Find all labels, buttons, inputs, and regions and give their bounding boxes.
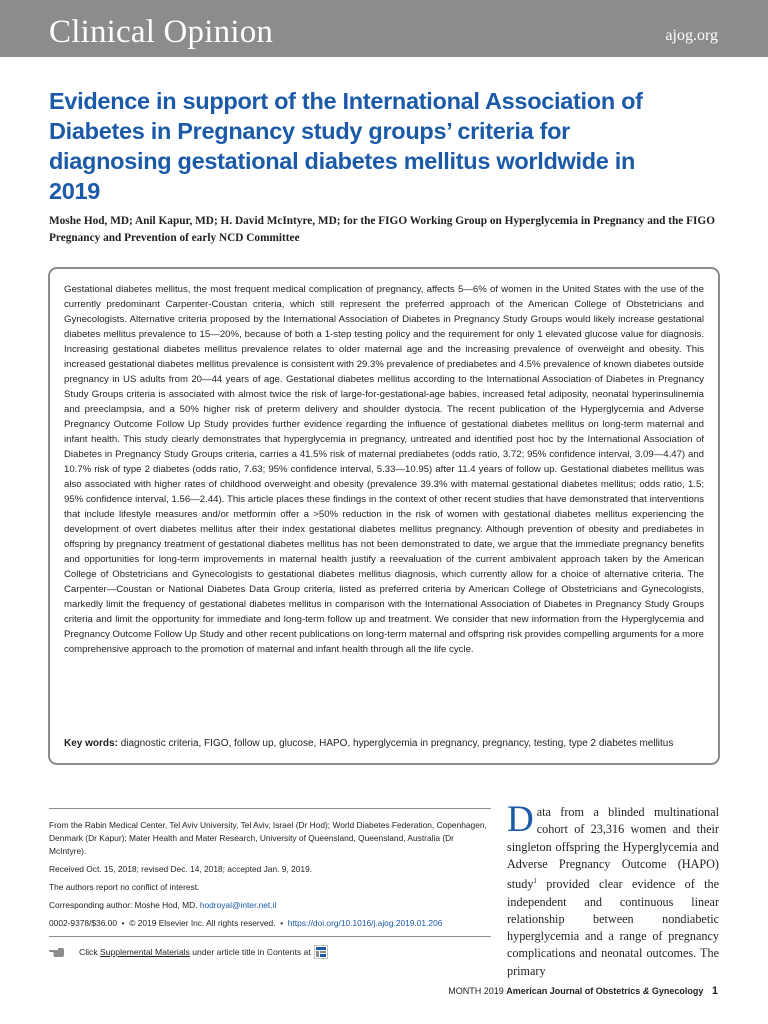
page-footer [448, 985, 718, 997]
bullet-separator: • [119, 918, 127, 928]
abstract-text: Gestational diabetes mellitus, the most frequent medical complication of pregnancy, affects 5—6% of women in the United States with the use of the currently predominant Carpenter-Coustan criteria, which still represent the preferred approach of the American College of Obstetricians and Gynecologists. Alternative criteria proposed by the International Association of Diabetes in Pregnancy Study Groups would likely increase gestational diabetes mellitus prevalence to 15—20%, because of both a 1-step testing policy and the requirement for only 1 elevated glucose value for diagnosis. Increasing gestational diabetes mellitus prevalence relates to older maternal age and the increasing prevalence of overweight and obesity. This increased gestational diabetes mellitus prevalence is consistent with 29.3% prevalence of prediabetes and 4.5% prevalence of known diabetes outside pregnancy in US adults from 20—44 years of age. Gestational diabetes mellitus according to the International Association of Diabetes in Pregnancy Study Groups criteria is associated with almost twice the risk of large-for-gestational-age babies, increased fetal adiposity, neonatal hyperinsulinemia and preeclampsia, and a 50% higher risk of preterm delivery and shoulder dystocia. The recent publication of the Hyperglycemia and Adverse Pregnancy Outcome Follow Up Study provides further evidence regarding the influence of gestational diabetes mellitus on long-term maternal and infant health. This study clearly demonstrates that hyperglycemia in pregnancy, untreated and identified post hoc by the International Association of Diabetes in Pregnancy Study Groups criteria, carries a 41.5% risk of maternal prediabetes (odds ratio, 3.72; 95% confidence interval, 3.09—4.47) and 10.7% risk of type 2 diabetes (odds ratio, 7.63; 95% confidence interval, 5.33—10.95) after 11.4 years of follow up. Gestational diabetes mellitus was also associated with higher rates of childhood overweight and obesity (prevalence 39.3% with maternal gestational diabetes mellitus; odds ratio, 1.5; 95% confidence interval, 1.56—2.44). This article places these findings in the context of other recent studies that have demonstrated that interventions that include lifestyle measures and/or metformin offer a >50% reduction in the risk of women with gestational diabetes mellitus experiencing the development of overt diabetes mellitus after their index gestational diabetes mellitus pregnancy. Although prevention of obesity and prediabetes in offspring by pregnancy treatment of gestational diabetes mellitus has not been demonstrated to date, we argue that the immediate pregnancy benefits and opportunities for long-term improvements in maternal health justify a reevaluation of the current ambivalent approach taken by the American College of Obstetricians and Gynecologists to gestational diabetes mellitus diagnosis, which currently allow for a choice of alternative criteria. The Carpenter—Coustan or National Diabetes Data Group criteria, listed as preferred criteria by American College of Obstetricians and Gynecologists, markedly limit the frequency of gestational diabetes mellitus in comparison with the International Association of Diabetes in Pregnancy Study Groups criteria and limit the opportunity for immediate and long-term follow up and treatment. We consider that new information from the Hyperglycemia and Pregnancy Outcome Follow Up Study and other recent publications on long-term maternal and offspring risk provides compelling arguments for a more comprehensive approach to the promotion of maternal and infant health through all the life cycle. [64, 284, 704, 655]
ampersand: & [642, 986, 650, 996]
corresponding-label: Corresponding author: Moshe Hod, MD. [49, 900, 198, 910]
bullet-separator: • [277, 918, 286, 928]
corresponding-author [49, 899, 491, 912]
supplemental-suffix: under article title in Contents at [192, 947, 311, 957]
footer-date: MONTH 2019 [448, 986, 504, 996]
article-title: Evidence in support of the International Association of Diabetes in Pregnancy study groups’ criteria for diagnosing gestational diabetes mellitus worldwide in 2019 [49, 88, 643, 204]
section-title: Clinical Opinion [49, 14, 274, 50]
supplemental-text [79, 947, 311, 957]
journal-name-end: Gynecology [651, 986, 704, 996]
supplemental-prefix: Click [79, 947, 98, 957]
drop-cap: D [507, 799, 534, 840]
page-number: 1 [711, 985, 718, 997]
footer-journal [506, 986, 706, 996]
doi-link[interactable]: https://doi.org/10.1016/j.ajog.2019.01.206 [287, 918, 443, 928]
affiliations-note: From the Rabin Medical Center, Tel Aviv University, Tel Aviv, Israel (Dr Hod); World Diabetes Federation, Copenhagen, Denmark (Dr Kapur); Mater Health and Mater Research, University of Queensland, Queensland, Australia (Dr McIntyre). [49, 820, 487, 856]
received-dates: Received Oct. 15, 2018; revised Dec. 14, 2018; accepted Jan. 9, 2019. [49, 864, 313, 874]
body-text-column [507, 799, 719, 980]
article-footnotes [49, 808, 491, 959]
corresponding-email-link[interactable]: hodroyal@inter.net.il [199, 900, 277, 910]
journal-name: American Journal of Obstetrics [506, 986, 641, 996]
conflict-statement: The authors report no conflict of interest. [49, 882, 200, 892]
supplemental-materials-link[interactable]: Supplemental Materials [100, 947, 190, 957]
ajog-logo-icon[interactable] [314, 945, 328, 959]
issn-price: 0002-9378/$36.00 [49, 918, 117, 928]
supplemental-materials-note [49, 936, 491, 959]
body-text-start: ata from a blinded multinational cohort of 23,316 women and their singleton offspring the Hyperglycemia and Adverse Pregnancy Outcome (HAPO) study [507, 805, 719, 892]
keywords-label: Key words: [64, 738, 118, 749]
body-text-continued: provided clear evidence of the independent and continuous linear relationship between nondiabetic hyperglycemia and a range of pregnancy complications and neonatal outcomes. The primary [507, 877, 719, 978]
section-banner [0, 0, 768, 57]
author-list: Moshe Hod, MD; Anil Kapur, MD; H. David McIntyre, MD; for the FIGO Working Group on Hyperglycemia in Pregnancy and the FIGO Pregnancy and Prevention of early NCD Committee [49, 215, 716, 244]
journal-site-link[interactable]: ajog.org [665, 27, 718, 44]
keywords-list: diagnostic criteria, FIGO, follow up, glucose, HAPO, hyperglycemia in pregnancy, pregnancy, testing, type 2 diabetes mellitus [120, 738, 674, 749]
reference-marker[interactable]: 1 [533, 877, 537, 886]
pointer-hand-icon [49, 946, 65, 958]
keywords [64, 736, 724, 751]
copyright-line [49, 917, 491, 930]
copyright-text: © 2019 Elsevier Inc. All rights reserved. [129, 918, 276, 928]
